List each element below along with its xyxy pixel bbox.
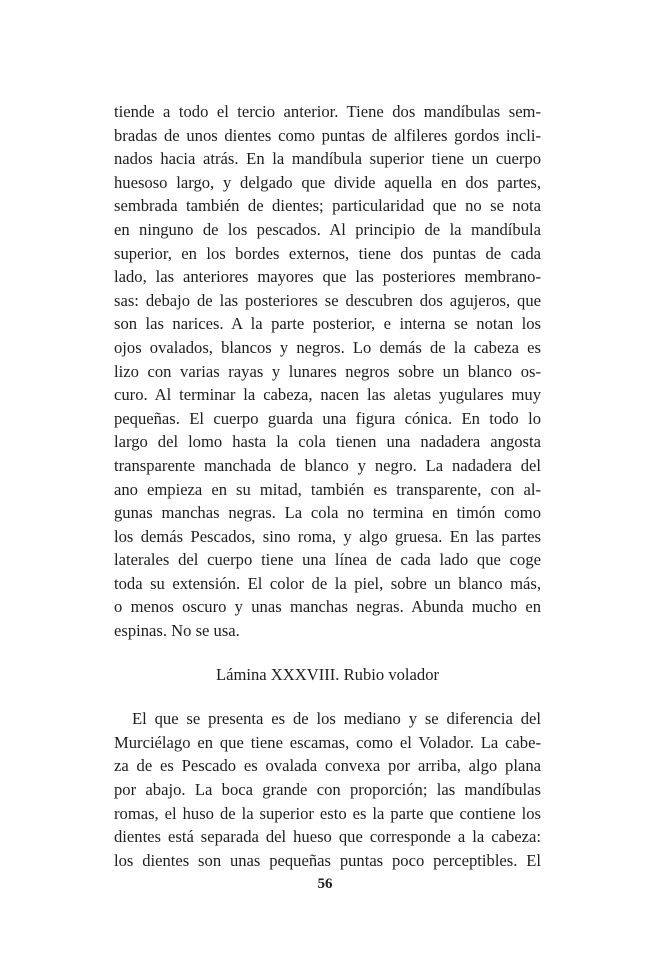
text-line: ojos ovalados, blancos y negros. Lo demás de la cabeza es [114, 337, 541, 357]
text-line: los demás Pescados, sino roma, y algo gruesa. En las partes [114, 526, 541, 546]
text-line: El que se presenta es de los mediano y se diferencia del [132, 709, 541, 729]
text-line: gunas manchas negras. La cola no termina en timón como [114, 503, 541, 523]
text-line: sas: debajo de las posteriores se descubren dos agujeros, que [114, 290, 541, 310]
text-line: lado, las anteriores mayores que las posteriores membrano- [114, 267, 541, 287]
text-line: huesoso largo, y delgado que divide aquella en dos partes, [114, 172, 541, 192]
text-line: largo del lomo hasta la cola tienen una nadadera angosta [114, 432, 541, 452]
paragraph-rubio-volador [114, 707, 541, 872]
text-line: Murciélago en que tiene escamas, como el Volador. La cabe- [114, 732, 541, 752]
text-line: transparente manchada de blanco y negro. La nadadera del [114, 455, 541, 475]
paragraph-fish-description [114, 100, 541, 643]
text-line: o menos oscuro y unas manchas negras. Abunda mucho en [114, 597, 541, 617]
text-line: ano empieza en su mitad, también es transparente, con al- [114, 479, 541, 499]
text-line: curo. Al terminar la cabeza, nacen las aletas yugulares muy [114, 385, 541, 405]
text-line: son las narices. A la parte posterior, e interna se notan los [114, 314, 541, 334]
page-number: 56 [317, 876, 333, 892]
text-line: bradas de unos dientes como puntas de alfileres gordos incli- [114, 125, 541, 145]
text-line: romas, el huso de la superior esto es la parte que contiene los [114, 803, 541, 823]
text-line: superior, en los bordes externos, tiene dos puntas de cada [114, 243, 541, 263]
text-line: tiende a todo el tercio anterior. Tiene dos mandíbulas sem- [114, 102, 541, 121]
page-text [114, 100, 541, 872]
text-line: laterales del cuerpo tiene una línea de cada lado que coge [114, 550, 541, 570]
text-line: en ninguno de los pescados. Al principio de la mandíbula [114, 219, 541, 239]
text-line: za de es Pescado es ovalada convexa por arriba, algo plana [114, 756, 541, 776]
text-line: sembrada también de dientes; particularidad que no se nota [114, 196, 541, 216]
text-line: nados hacia atrás. En la mandíbula superior tiene un cuerpo [114, 149, 541, 169]
text-line: los dientes son unas pequeñas puntas poco perceptibles. El [114, 850, 541, 870]
text-line: pequeñas. El cuerpo guarda una figura cónica. En todo lo [114, 408, 541, 428]
text-line: espinas. No se usa. [114, 621, 240, 641]
section-heading: Lámina XXXVIII. Rubio volador [215, 664, 440, 684]
text-line: toda su extensión. El color de la piel, sobre un blanco más, [114, 573, 541, 593]
text-line: lizo con varias rayas y lunares negros sobre un blanco os- [114, 361, 541, 381]
text-line: dientes está separada del hueso que corresponde a la cabeza: [114, 827, 541, 847]
text-line: por abajo. La boca grande con proporción; las mandíbulas [114, 780, 541, 800]
